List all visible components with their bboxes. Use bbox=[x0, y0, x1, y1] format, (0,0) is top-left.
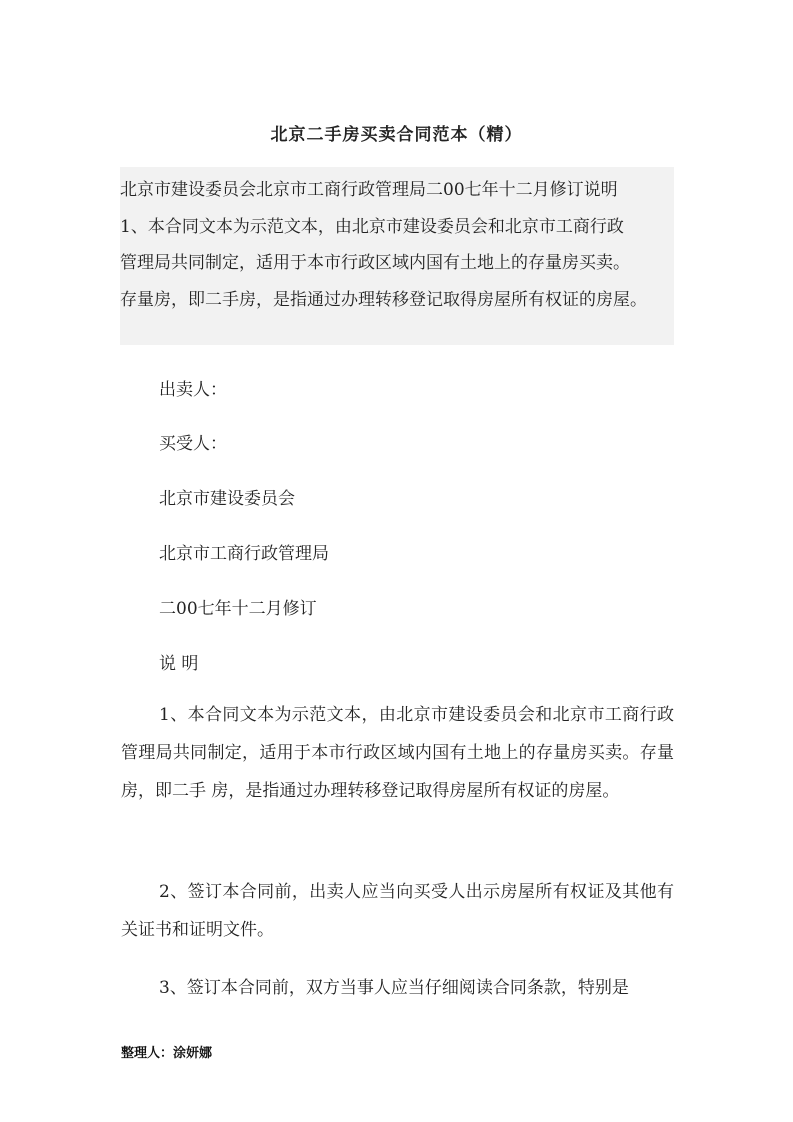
seller-label: 出卖人： bbox=[159, 380, 227, 400]
buyer-label: 买受人： bbox=[159, 434, 227, 454]
org-construction-committee: 北京市建设委员会 bbox=[159, 489, 295, 509]
revision-date: 二00七年十二月修订 bbox=[159, 599, 317, 619]
summary-line: 北京市建设委员会北京市工商行政管理局二00七年十二月修订说明 bbox=[120, 180, 618, 200]
paragraph-1: 1、本合同文本为示范文本，由北京市建设委员会和北京市工商行政管理局共同制定，适用于本市行政区域内国有土地上的存量房买卖。存量房，即二手 房，是指通过办理转移登记取得房屋所有权证的房屋。 bbox=[121, 705, 674, 801]
document-title: 北京二手房买卖合同范本（精） bbox=[270, 125, 523, 145]
summary-line: 存量房，即二手房，是指通过办理转移登记取得房屋所有权证的房屋。 bbox=[120, 289, 647, 310]
org-commerce-bureau: 北京市工商行政管理局 bbox=[159, 544, 329, 564]
footer-compiler: 整理人：涂妍娜 bbox=[121, 1046, 213, 1061]
paragraph-2: 2、签订本合同前，出卖人应当向买受人出示房屋所有权证及其他有关证书和证明文件。 bbox=[121, 882, 674, 940]
summary-line: 管理局共同制定，适用于本市行政区域内国有土地上的存量房买卖。 bbox=[120, 253, 630, 273]
paragraph-3: 3、签订本合同前，双方当事人应当仔细阅读合同条款，特别是 bbox=[159, 978, 629, 998]
summary-box bbox=[120, 167, 674, 345]
explanation-heading: 说 明 bbox=[159, 654, 199, 674]
summary-line: 1、本合同文本为示范文本，由北京市建设委员会和北京市工商行政 bbox=[120, 216, 624, 237]
